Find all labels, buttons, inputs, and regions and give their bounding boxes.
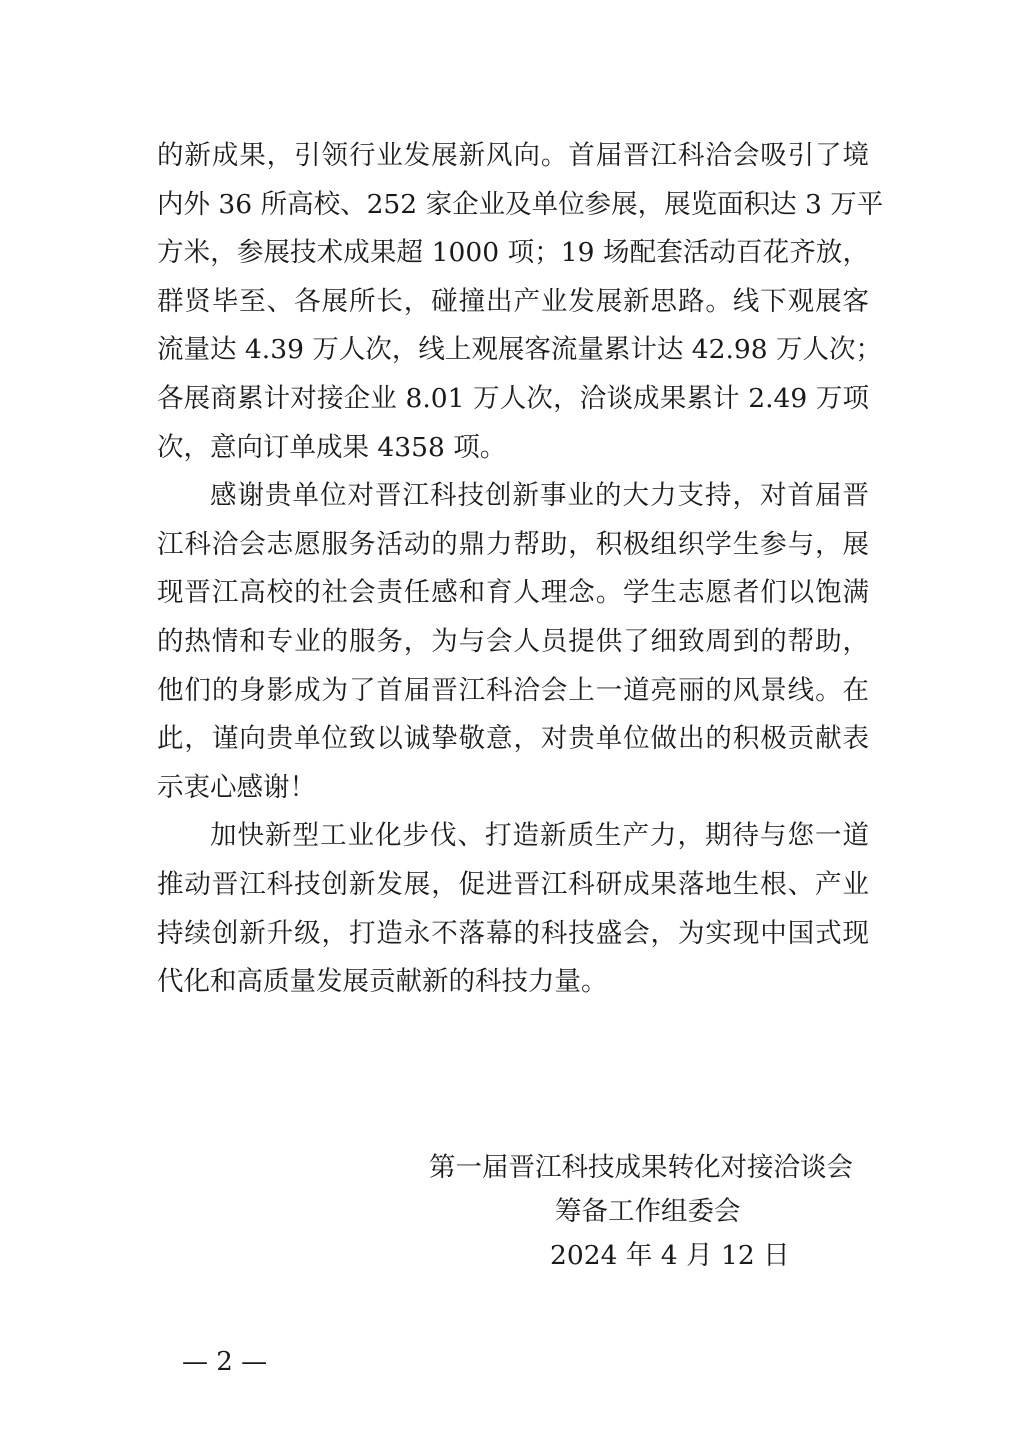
paragraph-1-line-5: 流量达 4.39 万人次，线上观展客流量累计达 42.98 万人次； [157,334,883,366]
paragraph-1-line-2: 内外 36 所高校、252 家企业及单位参展，展览面积达 3 万平 [157,188,884,220]
paragraph-1-line-7: 次，意向订单成果 4358 项。 [157,431,507,463]
paragraph-1-line-4: 群贤毕至、各展所长，碰撞出产业发展新思路。线下观展客 [157,285,869,317]
paragraph-3-line-3: 持续创新升级，打造永不落幕的科技盛会，为实现中国式现 [157,917,869,949]
paragraph-2-line-3: 现晋江高校的社会责任感和育人理念。学生志愿者们以饱满 [157,577,869,609]
signature-block [420,1146,880,1278]
paragraph-1-line-1: 的新成果，引领行业发展新风向。首届晋江科洽会吸引了境 [157,140,869,171]
paragraph-2-line-1: 感谢贵单位对晋江科技创新事业的大力支持，对首届晋 [210,480,869,512]
signature-department: 筹备工作组委会 [555,1196,741,1227]
paragraph-1-line-6: 各展商累计对接企业 8.01 万人次，洽谈成果累计 2.49 万项 [157,382,869,414]
letter-body [157,132,884,1007]
paragraph-3-line-2: 推动晋江科技创新发展，促进晋江科研成果落地生根、产业 [157,868,869,900]
paragraph-1-line-3: 方米，参展技术成果超 1000 项；19 场配套活动百花齐放， [157,237,869,269]
signature-organization: 第一届晋江科技成果转化对接洽谈会 [429,1152,853,1183]
signature-date: 2024 年 4 月 12 日 [550,1240,790,1271]
paragraph-3-line-1: 加快新型工业化步伐、打造新质生产力，期待与您一道 [210,820,869,852]
page-number: — 2 — [182,1347,268,1377]
paragraph-2-line-4: 的热情和专业的服务，为与会人员提供了细致周到的帮助， [157,625,869,657]
paragraph-3-line-4: 代化和高质量发展贡献新的科技力量。 [157,966,608,998]
paragraph-2-line-6: 此，谨向贵单位致以诚挚敬意，对贵单位做出的积极贡献表 [157,723,869,755]
paragraph-2-line-2: 江科洽会志愿服务活动的鼎力帮助，积极组织学生参与，展 [157,528,869,560]
paragraph-2-line-5: 他们的身影成为了首届晋江科洽会上一道亮丽的风景线。在 [157,674,869,706]
paragraph-2-line-7: 示衷心感谢！ [157,771,316,803]
